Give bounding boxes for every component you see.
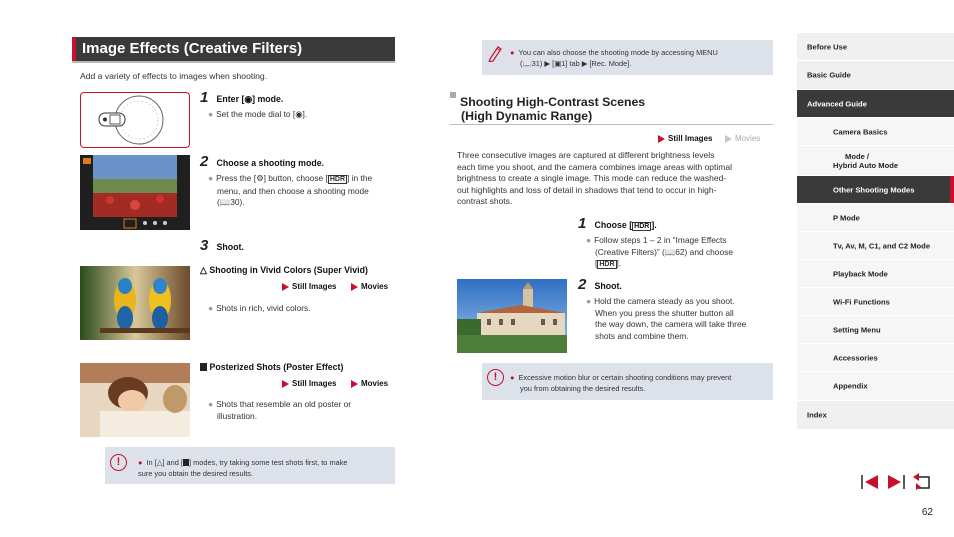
page-title: Image Effects (Creative Filters) — [72, 37, 395, 61]
hdr-icon: HDR — [329, 176, 346, 183]
step-2-bullet: ● Press the [⚙] button, choose [ HDR ] in the menu, and then choose a shooting mode (📖30). — [208, 173, 398, 209]
hdr-availability — [658, 134, 760, 143]
nav-p-mode[interactable] — [797, 204, 954, 232]
note-line: You can also choose the shooting mode by accessing MENU — [518, 48, 718, 57]
note-line: sure you obtain the desired results. — [138, 469, 254, 478]
super-vivid-icon: △ — [156, 458, 163, 467]
section-marker — [450, 92, 456, 98]
nav-accessories[interactable] — [797, 344, 954, 372]
bullet-text: ]. — [616, 258, 622, 268]
hdr-step-2-bullet: ● Hold the camera steady as you shoot. When you press the shutter button all the way down, the camera will take three shots and combine them. — [586, 296, 776, 342]
vivid-title: Shooting in Vivid Colors (Super Vivid) — [209, 265, 368, 275]
nav-setting-menu[interactable] — [797, 316, 954, 344]
bullet-text: shots and combine them. — [595, 330, 689, 341]
bullet-text: (Creative Filters)” ( — [595, 246, 665, 257]
step-number: 2 — [578, 276, 587, 293]
warning-icon: ! — [110, 454, 127, 471]
movies-label: Movies — [360, 282, 389, 291]
body-line: each time you shoot, and the camera combines image areas with optimal — [457, 161, 732, 172]
creative-filter-icon: ◉ — [295, 109, 303, 119]
bullet-text: ] in the — [347, 173, 373, 183]
nav-auto-mode[interactable] — [797, 146, 954, 176]
note-line: ( — [520, 59, 523, 68]
pencil-icon — [487, 44, 503, 64]
poster-heading — [200, 362, 343, 372]
bullet-text: Follow steps 1 – 2 in “Image Effects — [594, 235, 727, 245]
step-number: 3 — [200, 237, 209, 254]
active-indicator — [950, 176, 954, 203]
still-images-label: Still Images — [292, 282, 337, 291]
bullet-text: [ — [595, 258, 598, 268]
step-1-bullet: ● Set the mode dial to [◉]. — [208, 109, 308, 119]
warning-icon: ! — [487, 369, 504, 386]
body-line: contrast shots. — [457, 196, 513, 207]
step-title: Enter [ — [216, 94, 245, 104]
poster-effect-icon — [200, 363, 207, 371]
nav-label: Basic Guide — [807, 70, 851, 80]
step-title: Choose a shooting mode. — [216, 158, 325, 168]
nav-playback-mode[interactable] — [797, 260, 954, 288]
step-number: 1 — [578, 215, 587, 232]
nav-other-shooting-modes[interactable] — [797, 176, 954, 204]
nav-label: Tv, Av, M, C1, and C2 Mode — [833, 241, 931, 250]
body-line: Three consecutive images are captured at different brightness levels — [457, 150, 715, 160]
heading-line: Shooting High-Contrast Scenes — [460, 95, 646, 109]
nav-label: Accessories — [833, 353, 878, 362]
step-title-end: ] mode. — [252, 94, 284, 104]
nav-tv-av-m-mode[interactable] — [797, 232, 954, 260]
page-ref-link[interactable]: 31) ▶ [ — [531, 59, 555, 68]
step-title-end: ]. — [651, 220, 657, 230]
note-line: 1] tab ▶ [Rec. Mode]. — [561, 59, 632, 68]
note-line: ] and [ — [162, 458, 183, 467]
triangle-icon — [351, 283, 358, 291]
step-2 — [200, 153, 324, 170]
still-images-label: Still Images — [668, 134, 713, 143]
section-rule — [450, 124, 773, 125]
bullet-text-end: ]. — [302, 109, 308, 119]
bullet-text: When you press the shutter button all — [595, 307, 734, 318]
note-line: you from obtaining the desired results. — [520, 384, 646, 393]
camera-tab-icon: ▣ — [554, 59, 562, 68]
hdr-step-1-bullet: ● Follow steps 1 – 2 in “Image Effects (Creative Filters)” (📖62) and choose [ HDR ]. — [586, 235, 733, 268]
step-1 — [200, 89, 283, 106]
page-ref-link[interactable]: 30). — [230, 197, 245, 207]
movies-label: Movies — [360, 379, 389, 388]
bullet-text: Press the [ — [216, 173, 257, 183]
hdr-icon: HDR — [599, 261, 615, 268]
nav-label: Before Use — [807, 42, 848, 51]
hdr-caution-note — [482, 363, 773, 400]
bullet-text: the way down, the camera will take three — [595, 319, 747, 329]
caution-note — [105, 447, 395, 484]
intro-text: Add a variety of effects to images when shooting. — [80, 71, 268, 81]
next-page-button[interactable] — [887, 473, 905, 491]
hdr-step-1 — [578, 215, 657, 232]
hdr-description — [457, 150, 777, 208]
step-number: 2 — [200, 153, 209, 170]
book-icon: 📖 — [522, 59, 532, 68]
nav-label: Mode / — [845, 151, 870, 161]
step-number: 1 — [200, 89, 209, 106]
nav-label: Advanced Guide — [807, 99, 867, 108]
return-button[interactable] — [912, 473, 932, 491]
bullet-text: Shots in rich, vivid colors. — [216, 303, 311, 313]
girl-photo — [80, 363, 190, 437]
triangle-icon — [658, 135, 665, 143]
mode-dial-illustration — [80, 92, 190, 148]
nav-camera-basics[interactable] — [797, 118, 954, 146]
bullet-text: Set the mode dial to [ — [216, 109, 296, 119]
bullet-text: menu, and then choose a shooting mode — [217, 185, 369, 196]
nav-index[interactable] — [797, 401, 954, 430]
vivid-availability — [282, 282, 388, 291]
creative-filter-icon: ◉ — [244, 94, 253, 104]
super-vivid-icon: △ — [200, 265, 207, 275]
nav-label: Hybrid Auto Mode — [833, 160, 899, 170]
step-3 — [200, 237, 244, 254]
page-number: 62 — [921, 507, 933, 518]
note-line: Excessive motion blur or certain shooting conditions may prevent — [518, 373, 732, 382]
parrots-photo — [80, 266, 190, 340]
note-text: ● Excessive motion blur or certain shooting conditions may prevent you from obtaining the desired results. — [510, 372, 770, 394]
nav-basic-guide[interactable] — [797, 61, 954, 90]
nav-label: Index — [807, 410, 827, 420]
step-title: Shoot. — [216, 242, 244, 252]
sidebar — [797, 33, 954, 430]
tip-note — [482, 40, 773, 75]
church-photo — [457, 279, 567, 353]
nav-label: Setting Menu — [833, 325, 881, 334]
previous-page-button[interactable] — [861, 473, 879, 491]
note-line: ] modes, try taking some test shots first, to make — [188, 458, 348, 467]
triangle-icon — [351, 380, 358, 388]
poster-bullet: ● Shots that resemble an old poster or illustration. — [208, 399, 352, 421]
step-title: Shoot. — [594, 281, 622, 291]
nav-label: Appendix — [833, 381, 868, 391]
poster-availability — [282, 379, 388, 388]
book-icon: 📖 — [664, 246, 676, 257]
poster-title: Posterized Shots (Poster Effect) — [209, 362, 344, 372]
title-rule — [72, 61, 395, 63]
nav-advanced-guide[interactable] — [797, 90, 954, 118]
triangle-icon — [282, 283, 289, 291]
vivid-bullet: ● Shots in rich, vivid colors. — [208, 303, 311, 313]
movies-label: Movies — [734, 134, 761, 143]
triangle-icon — [282, 380, 289, 388]
hdr-section-heading — [460, 95, 645, 123]
nav-label: Playback Mode — [833, 269, 888, 278]
note-text: ● In [△] and [ ] modes, try taking some test shots first, to make sure you obtain the desired results. — [138, 457, 393, 479]
nav-label: Other Shooting Modes — [833, 185, 915, 194]
hdr-icon: HDR — [634, 223, 650, 230]
bullet-text: Hold the camera steady as you shoot. — [594, 296, 735, 306]
bullet-text: ( — [217, 197, 220, 207]
nav-label: P Mode — [833, 213, 860, 222]
hdr-step-2 — [578, 276, 622, 293]
step-title: Choose [ — [594, 220, 633, 230]
bullet-text: illustration. — [217, 410, 258, 421]
body-line: brightness to create a single image. This mode can reduce the washed- — [457, 173, 727, 184]
page-ref-link[interactable]: 62) and choose — [675, 246, 733, 257]
bullet-text: ] button, choose [ — [263, 173, 328, 183]
func-set-icon: ⚙ — [256, 173, 264, 183]
book-icon: 📖 — [219, 197, 231, 207]
nav-label: Wi-Fi Functions — [833, 297, 890, 306]
nav-label: Camera Basics — [833, 127, 888, 136]
nav-wifi-functions[interactable] — [797, 288, 954, 316]
camera-screen-illustration — [80, 155, 190, 230]
note-text: ● You can also choose the shooting mode by accessing MENU (📖31) ▶ [▣1] tab ▶ [Rec. Mode]. — [510, 48, 718, 68]
body-line: out highlights and loss of detail in shadows that tend to occur in high- — [457, 184, 717, 195]
still-images-label: Still Images — [292, 379, 337, 388]
vivid-heading — [200, 265, 368, 276]
nav-before-use[interactable] — [797, 33, 954, 61]
heading-line: (High Dynamic Range) — [461, 109, 593, 123]
triangle-icon — [725, 135, 732, 143]
bullet-text: Shots that resemble an old poster or — [216, 399, 352, 409]
nav-appendix[interactable] — [797, 372, 954, 401]
note-line: In [ — [146, 458, 157, 467]
